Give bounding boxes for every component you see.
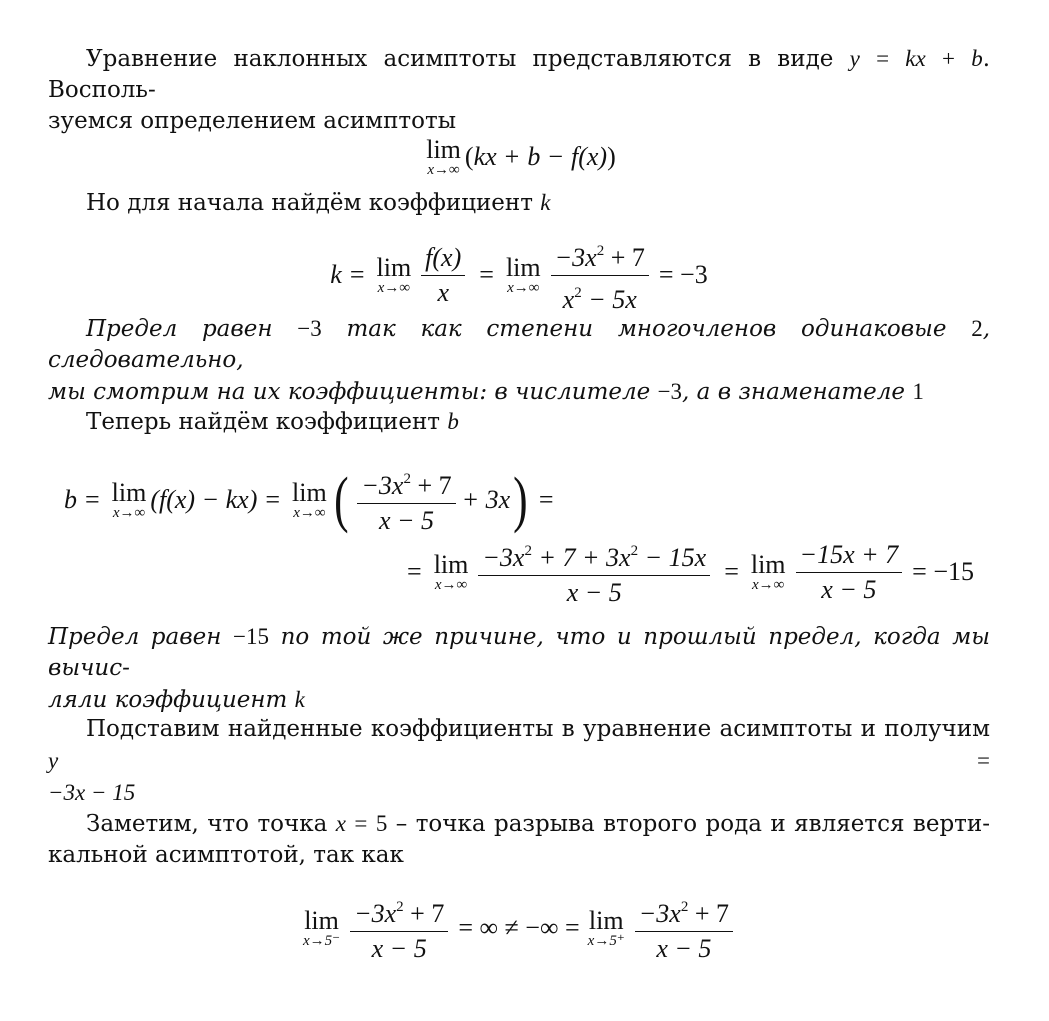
limit-operator: lim x→∞: [111, 478, 147, 521]
vertical-asymptote-line-2: кальной асимптотой, так как: [48, 842, 404, 868]
asymptote-result-line-2: −3x − 15: [48, 780, 136, 805]
paragraph-asymptote-result: [48, 714, 990, 808]
fraction-left-limit: $\frac{-3x^2 + 7}{x - 5}$: [350, 893, 448, 963]
equation-one-sided-limits: lim x→5⁻ $\frac{-3x^2 + 7}{x - 5}$ = ∞ ≠ −∞ = lim x→5⁺ $\frac{-3x^2 + 7}{x - 5}$: [48, 893, 990, 963]
paragraph-intro: [48, 43, 990, 137]
fraction-polynomials: $\frac{-3x^2 + 7}{x^2 - 5x}$: [551, 237, 649, 314]
fraction-b-simplified: $\frac{-15x + 7}{x - 5}$: [796, 541, 903, 604]
limit-operator-right: lim x→5⁺: [587, 906, 625, 949]
b-explanation-line-1: Предел равен −15 по той же причине, что и прошлый предел, когда мы вычис-: [48, 624, 991, 681]
paragraph-vertical-asymptote: [48, 808, 990, 871]
fraction-b-expanded: $\frac{-3x^2 + 7 + 3x^2 - 15x}{x - 5}$: [478, 537, 710, 607]
intro-line-1: Уравнение наклонных асимптоты представляются в виде y = kx + b. Восполь-: [48, 46, 991, 103]
equation-k: k = lim x→∞ $\frac{f(x)}{x}$ = lim x→∞ $\frac{-3x^2 + 7}{x^2 - 5x}$ = −3: [48, 240, 990, 310]
equation-b-line-1: b = lim x→∞ (f(x) − kx) = lim x→∞ ( $\frac{-3x^2 + 7}{x - 5}$ + 3x ) =: [64, 466, 554, 535]
asymptote-result-line-1: Подставим найденные коэффициенты в уравнение асимптоты и получим y =: [48, 716, 990, 773]
limit-operator: lim x→∞: [750, 550, 786, 593]
fraction-b-term: $\frac{-3x^2 + 7}{x - 5}$: [357, 465, 455, 535]
paragraph-b-explanation: [48, 621, 990, 716]
limit-operator: lim x→∞: [376, 253, 412, 296]
b-explanation-line-2: ляли коэффициент k: [48, 687, 305, 713]
k-explanation-line-2: мы смотрим на их коэффициенты: в числителе −3, а в знаменателе 1: [48, 379, 924, 405]
intro-line-2: зуемся определением асимптоты: [48, 108, 457, 134]
limit-operator-left: lim x→5⁻: [302, 906, 341, 949]
equation-b-line-2: = lim x→∞ $\frac{-3x^2 + 7 + 3x^2 - 15x}{x - 5}$ = lim x→∞ $\frac{-15x + 7}{x - 5}$ = −15: [48, 540, 990, 604]
limit-operator: lim x→∞: [426, 135, 461, 178]
paragraph-find-b: Теперь найдём коэффициент b: [86, 409, 459, 435]
equation-asymptote-limit: lim x→∞ ( kx + b − f (x) ): [426, 135, 616, 178]
limit-operator: lim x→∞: [433, 550, 469, 593]
vertical-asymptote-line-1: Заметим, что точка x = 5 – точка разрыва второго рода и является верти-: [86, 811, 991, 837]
paragraph-k-explanation: [48, 313, 990, 408]
fraction-right-limit: $\frac{-3x^2 + 7}{x - 5}$: [635, 893, 733, 963]
paragraph-find-k: Но для начала найдём коэффициент k: [86, 190, 551, 216]
k-explanation-line-1: Предел равен −3 так как степени многочленов одинаковые 2, следовательно,: [48, 316, 990, 373]
fraction-fx-over-x: $\frac{f(x)}{x}$: [421, 244, 465, 307]
limit-operator: lim x→∞: [505, 253, 541, 296]
limit-operator: lim x→∞: [292, 478, 327, 521]
